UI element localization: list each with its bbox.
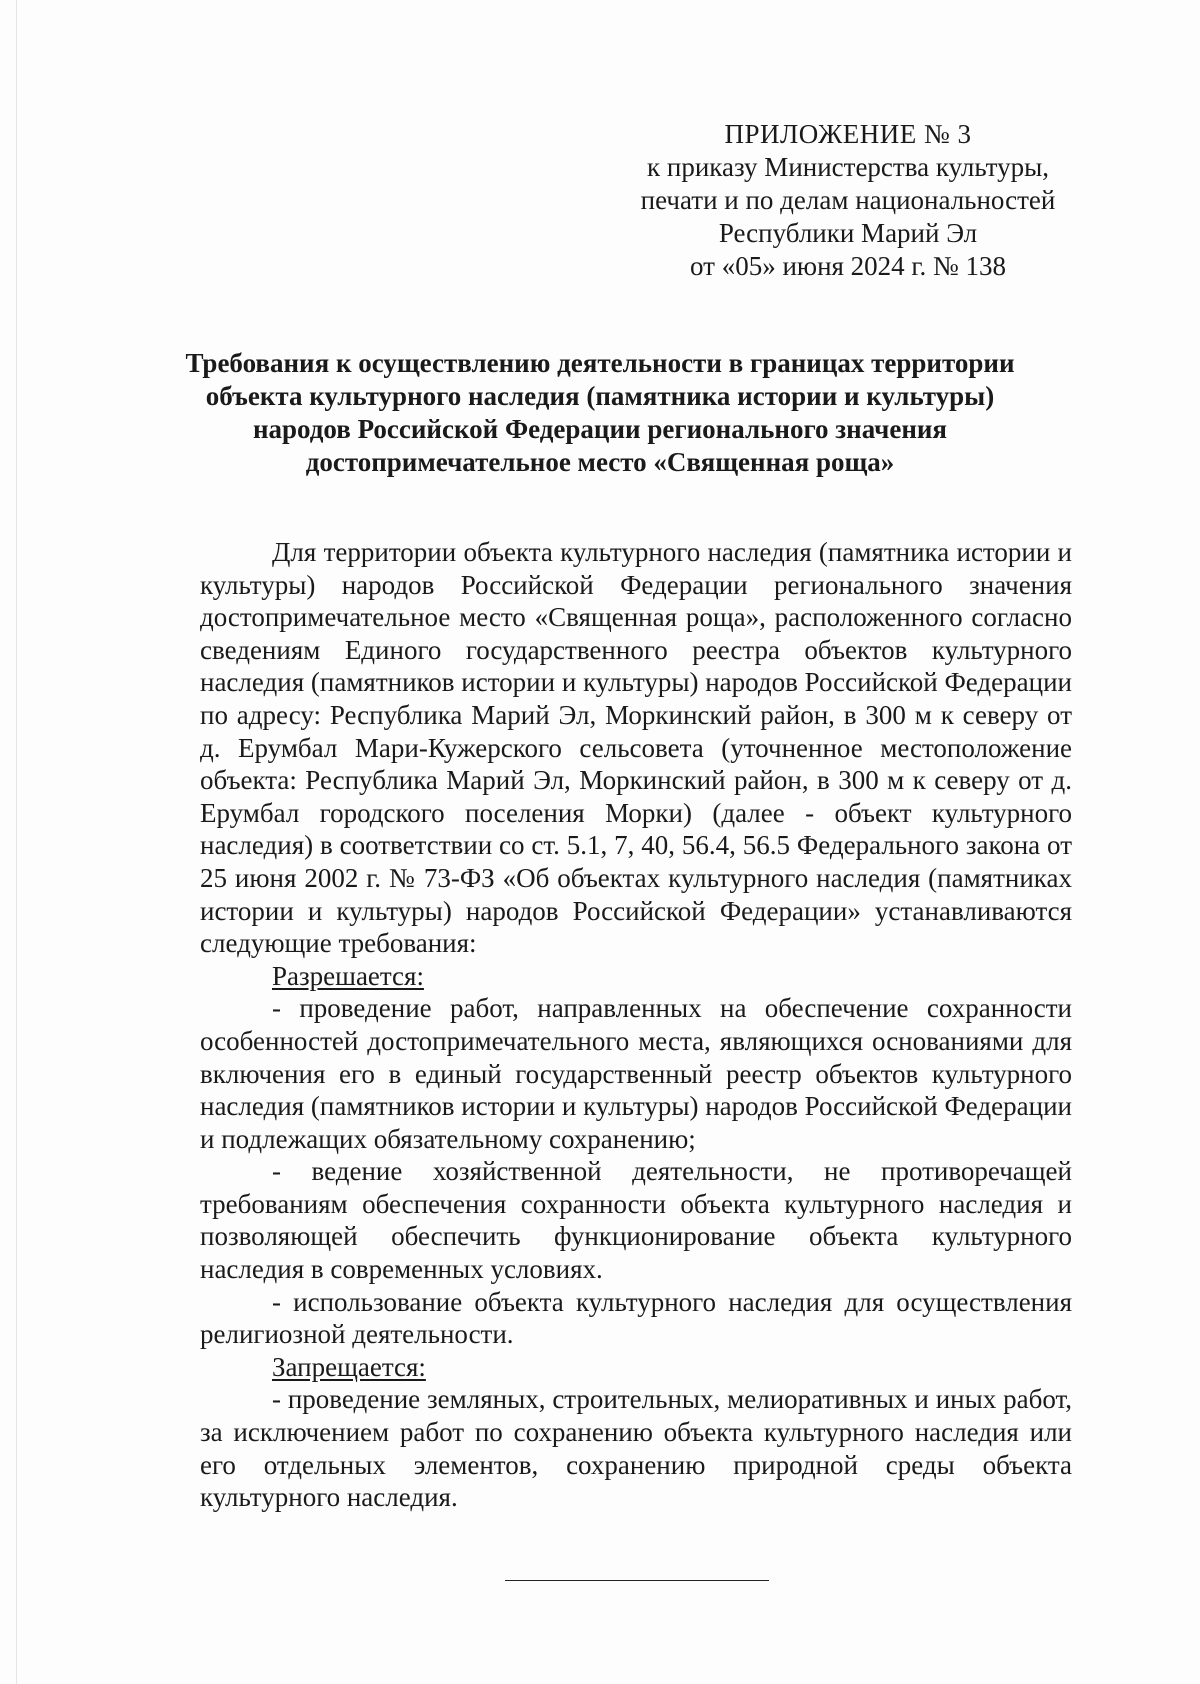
title-line-3: народов Российской Федерации регионального значения [252,414,948,444]
forbidden-item-1: - проведение земляных, строительных, мелиоративных и иных работ, за исключением работ по сохранению объекта культурного наследия или его отдельных элементов, сохранению природной среды объекта культурного наследия. [200,1384,1072,1513]
appendix-line-3: Республики Марий Эл [718,218,978,248]
intro-paragraph: Для территории объекта культурного наследия (памятника истории и культуры) народов Российской Федерации регионального значения достопримечательное место «Священная роща», расположенного согласно сведениям Единого государственного реестра объектов культурного наследия (памятников истории и культуры) народов Российской Федерации по адресу: Республика Марий Эл, Моркинский район, в 300 м к северу от д. Ерумбал Мари-Кужерского сельсовета (уточненное местоположение объекта: Республика Марий Эл, Моркинский район, в 300 м к северу от д. Ерумбал городского поселения Морки) (далее - объект культурного наследия) в соответствии со ст. 5.1, 7, 40, 56.4, 56.5 Федерального закона от 25 июня 2002 г. № 73-ФЗ «Об объектах культурного наследия (памятниках истории и культуры) народов Российской Федерации» устанавливаются следующие требования: [200,537,1072,959]
document-body [200,536,1072,1514]
end-divider-line [505,1580,769,1581]
allowed-item-1: - проведение работ, направленных на обеспечение сохранности особенностей достопримечательного места, являющихся основаниями для включения его в единый государственный реестр объектов культурного наследия (памятников истории и культуры) народов Российской Федерации и подлежащих обязательному сохранению; [200,993,1072,1154]
scan-edge-line [16,0,17,1684]
allowed-heading: Разрешается: [272,960,424,991]
appendix-line-2: печати и по делам национальностей [640,185,1056,215]
forbidden-heading: Запрещается: [272,1351,426,1382]
title-line-4: достопримечательное место «Священная роща» [305,447,895,477]
document-title [150,347,1050,479]
allowed-item-2: - ведение хозяйственной деятельности, не противоречащей требованиям обеспечения сохранности объекта культурного наследия и позволяющей обеспечить функционирование объекта культурного наследия в современных условиях. [200,1156,1072,1285]
appendix-header [588,118,1108,283]
title-line-1: Требования к осуществлению деятельности в границах территории [185,348,1015,378]
title-line-2: объекта культурного наследия (памятника истории и культуры) [205,381,995,411]
appendix-line-1: к приказу Министерства культуры, [647,152,1049,182]
allowed-item-3: - использование объекта культурного наследия для осуществления религиозной деятельности. [200,1286,1072,1350]
appendix-title: ПРИЛОЖЕНИЕ № 3 [724,119,972,149]
appendix-line-4: от «05» июня 2024 г. № 138 [690,251,1006,281]
